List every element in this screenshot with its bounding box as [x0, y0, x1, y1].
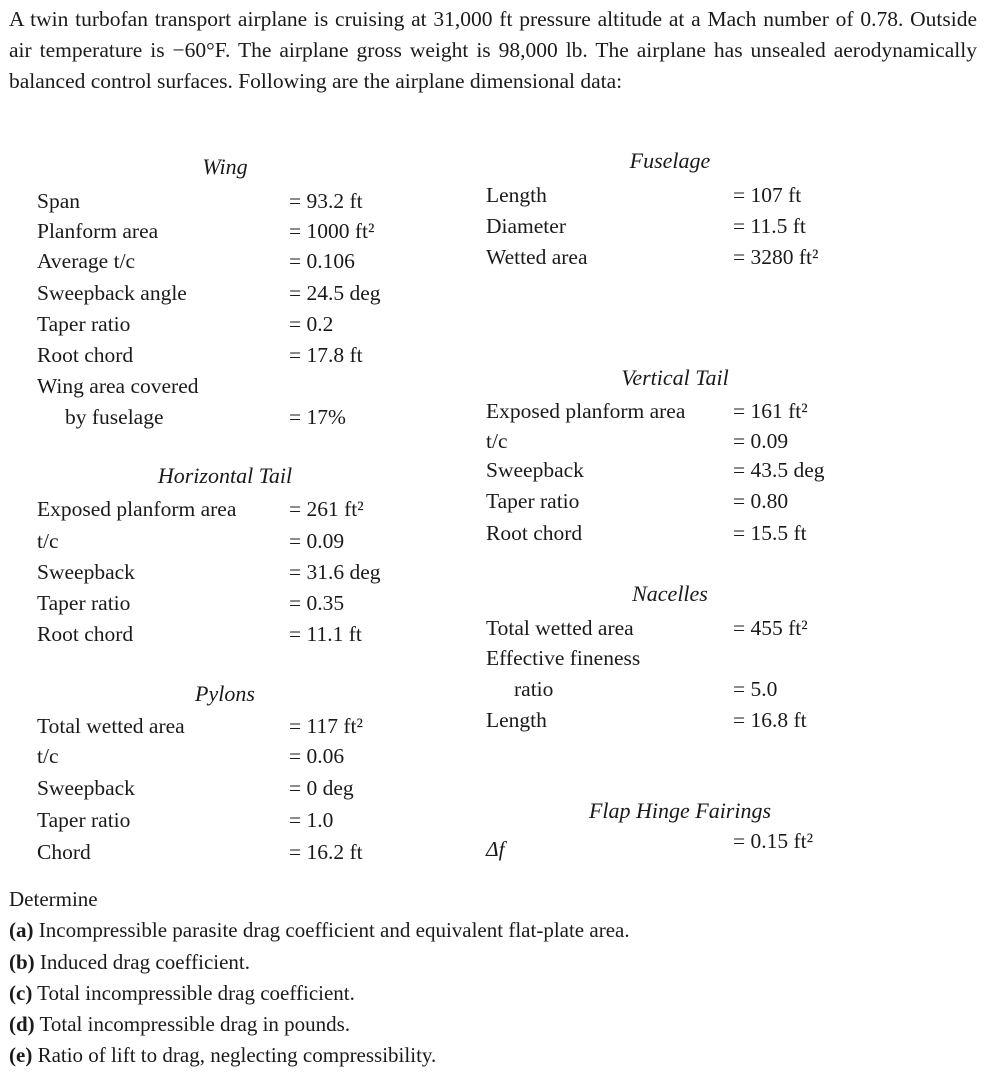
- vertical-tail-row-label: Sweepback: [486, 458, 584, 482]
- pylons-row-value: = 117 ft²: [289, 714, 363, 738]
- determine-item: [9, 1040, 436, 1070]
- wing-row-value: = 24.5 deg: [289, 281, 381, 305]
- flap-hinge-label: Δf: [486, 837, 505, 861]
- pylons-row-label: t/c: [37, 744, 59, 768]
- vertical-tail-row-label: Exposed planform area: [486, 399, 686, 423]
- pylons-row-value: = 0 deg: [289, 776, 354, 800]
- fuselage-row-label: Wetted area: [486, 245, 588, 269]
- vertical-tail-row-value: = 0.80: [733, 489, 789, 513]
- vertical-tail-row-value: = 161 ft²: [733, 399, 808, 423]
- flap-hinge-title: Flap Hinge Fairings: [588, 798, 772, 823]
- determine-item-text: Incompressible parasite drag coefficient and equivalent flat-plate area.: [33, 918, 630, 942]
- vertical-tail-row-value: = 0.09: [733, 429, 789, 453]
- vertical-tail-row-value: = 15.5 ft: [733, 521, 807, 545]
- pylons-row-label: Sweepback: [37, 776, 135, 800]
- wing-row-label: Average t/c: [37, 249, 136, 273]
- nacelles-row-label: Total wetted area: [486, 616, 634, 640]
- determine-item-tag: (e): [9, 1043, 33, 1067]
- determine-item: [9, 1009, 350, 1039]
- wing-row-label: by fuselage: [65, 405, 164, 429]
- vertical-tail-row-label: Taper ratio: [486, 489, 580, 513]
- determine-item-tag: (c): [9, 981, 33, 1005]
- flap-hinge-value: = 0.15 ft²: [733, 829, 814, 853]
- fuselage-row-label: Diameter: [486, 214, 566, 238]
- determine-item-text: Ratio of lift to drag, neglecting compressibility.: [32, 1043, 437, 1067]
- wing-row-label: Wing area covered: [37, 374, 199, 398]
- horizontal-tail-title: Horizontal Tail: [157, 463, 293, 488]
- determine-item: [9, 978, 355, 1008]
- vertical-tail-row-label: Root chord: [486, 521, 583, 545]
- wing-title: Wing: [202, 154, 248, 179]
- fuselage-title: Fuselage: [629, 148, 711, 173]
- wing-row-value: = 17.8 ft: [289, 343, 363, 367]
- determine-item: [9, 947, 250, 977]
- determine-heading: Determine: [9, 887, 98, 911]
- vertical-tail-row-label: t/c: [486, 429, 508, 453]
- horizontal-tail-row-value: = 11.1 ft: [289, 622, 362, 646]
- wing-row-label: Taper ratio: [37, 312, 131, 336]
- wing-row-label: Root chord: [37, 343, 134, 367]
- pylons-row-label: Chord: [37, 840, 91, 864]
- nacelles-title: Nacelles: [632, 581, 708, 606]
- nacelles-row-label: ratio: [514, 677, 554, 701]
- determine-item-text: Total incompressible drag in pounds.: [34, 1012, 351, 1036]
- horizontal-tail-row-value: = 0.35: [289, 591, 345, 615]
- vertical-tail-row-value: = 43.5 deg: [733, 458, 825, 482]
- wing-row-value: = 0.106: [289, 249, 355, 273]
- horizontal-tail-row-label: t/c: [37, 529, 59, 553]
- horizontal-tail-row-label: Taper ratio: [37, 591, 131, 615]
- pylons-row-label: Taper ratio: [37, 808, 131, 832]
- determine-item-text: Induced drag coefficient.: [34, 950, 251, 974]
- wing-row-label: Planform area: [37, 219, 159, 243]
- fuselage-row-value: = 107 ft: [733, 183, 802, 207]
- determine-item-tag: (d): [9, 1012, 35, 1036]
- determine-item-text: Total incompressible drag coefficient.: [32, 981, 355, 1005]
- nacelles-row-label: Effective fineness: [486, 646, 641, 670]
- horizontal-tail-row-label: Exposed planform area: [37, 497, 237, 521]
- wing-row-value: = 0.2: [289, 312, 334, 336]
- wing-row-label: Span: [37, 189, 80, 213]
- determine-item-tag: (b): [9, 950, 35, 974]
- fuselage-row-label: Length: [486, 183, 547, 207]
- wing-row-label: Sweepback angle: [37, 281, 187, 305]
- wing-row-value: = 1000 ft²: [289, 219, 375, 243]
- wing-row-value: = 17%: [289, 405, 346, 429]
- wing-row-value: = 93.2 ft: [289, 189, 363, 213]
- vertical-tail-title: Vertical Tail: [621, 365, 729, 390]
- determine-item-tag: (a): [9, 918, 34, 942]
- nacelles-row-label: Length: [486, 708, 547, 732]
- pylons-row-value: = 16.2 ft: [289, 840, 363, 864]
- nacelles-row-value: = 455 ft²: [733, 616, 808, 640]
- determine-item: [9, 915, 630, 945]
- pylons-title: Pylons: [195, 681, 255, 706]
- horizontal-tail-row-label: Sweepback: [37, 560, 135, 584]
- fuselage-row-value: = 3280 ft²: [733, 245, 819, 269]
- nacelles-row-value: = 16.8 ft: [733, 708, 807, 732]
- pylons-row-value: = 0.06: [289, 744, 345, 768]
- pylons-row-value: = 1.0: [289, 808, 334, 832]
- problem-statement: A twin turbofan transport airplane is cruising at 31,000 ft pressure altitude at a Mach number of 0.78. Outside air temperature is −60°F. The airplane gross weight is 98,000 lb. The airplane has unsealed aerodynamically balanced control surfaces. Following are the airplane dimensional data:: [9, 7, 977, 93]
- horizontal-tail-row-value: = 0.09: [289, 529, 345, 553]
- pylons-row-label: Total wetted area: [37, 714, 185, 738]
- nacelles-row-value: = 5.0: [733, 677, 778, 701]
- fuselage-row-value: = 11.5 ft: [733, 214, 806, 238]
- horizontal-tail-row-value: = 31.6 deg: [289, 560, 381, 584]
- horizontal-tail-row-value: = 261 ft²: [289, 497, 364, 521]
- horizontal-tail-row-label: Root chord: [37, 622, 134, 646]
